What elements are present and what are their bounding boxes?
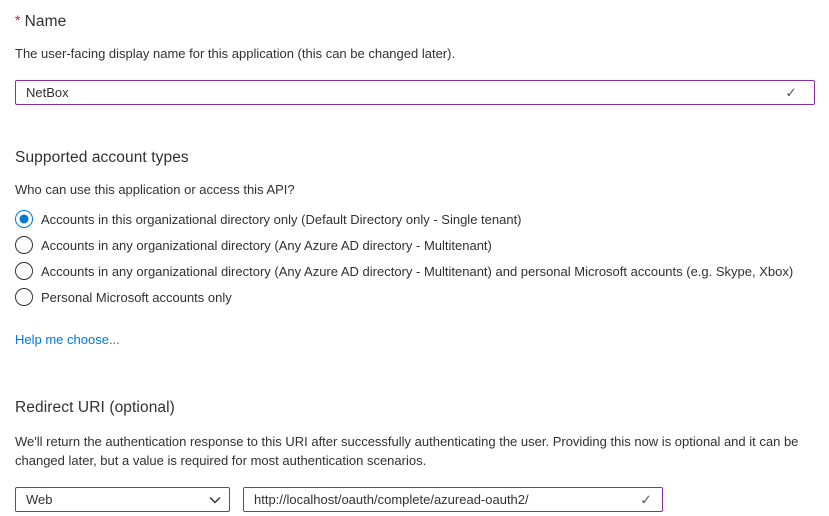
redirect-uri-description: We'll return the authentication response to this URI after successfully authenticating the user. Providing this now is optional and it can be changed later, but a value is required for most authentication scenarios. (15, 434, 799, 468)
redirect-uri-controls (15, 487, 815, 512)
valid-check-icon: ✓ (640, 490, 652, 507)
account-types-title: Supported account types (15, 149, 189, 166)
redirect-uri-input[interactable] (243, 487, 663, 512)
account-types-radio-group (15, 206, 815, 310)
radio-option-personal-only[interactable] (15, 284, 815, 310)
radio-icon[interactable] (15, 236, 33, 254)
name-description: The user-facing display name for this application (this can be changed later). (15, 46, 456, 61)
radio-option-label[interactable]: Accounts in any organizational directory (Any Azure AD directory - Multitenant) (41, 237, 492, 253)
radio-icon[interactable] (15, 210, 33, 228)
radio-option-multitenant-personal[interactable] (15, 258, 815, 284)
redirect-uri-title: Redirect URI (optional) (15, 399, 175, 416)
radio-option-label[interactable]: Accounts in any organizational directory (Any Azure AD directory - Multitenant) and personal Microsoft accounts (e.g. Skype, Xbox) (41, 263, 794, 279)
name-input[interactable] (15, 80, 815, 105)
account-types-question: Who can use this application or access this API? (15, 182, 295, 197)
name-input-wrap (15, 80, 815, 105)
radio-option-multitenant[interactable] (15, 232, 815, 258)
radio-option-single-tenant[interactable] (15, 206, 815, 232)
name-title-text: Name (24, 13, 67, 30)
radio-option-label[interactable]: Personal Microsoft accounts only (41, 289, 232, 305)
name-section-title (15, 12, 815, 31)
platform-select-wrap (15, 487, 230, 512)
radio-icon[interactable] (15, 288, 33, 306)
radio-icon[interactable] (15, 262, 33, 280)
radio-option-label[interactable]: Accounts in this organizational directory only (Default Directory only - Single tenant) (41, 211, 522, 227)
platform-select[interactable] (15, 487, 230, 512)
valid-check-icon: ✓ (785, 83, 797, 100)
help-me-choose-link[interactable]: Help me choose... (15, 332, 120, 347)
required-asterisk: * (15, 12, 21, 28)
uri-input-wrap (243, 487, 663, 512)
platform-selected-value: Web (26, 492, 53, 507)
